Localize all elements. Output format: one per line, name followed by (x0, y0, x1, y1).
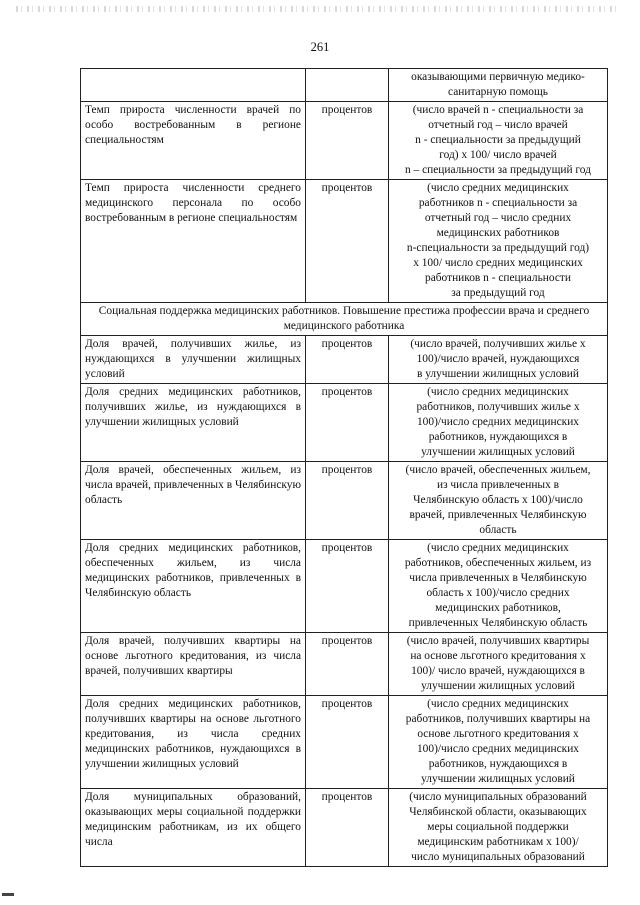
indicator-name: Темп прироста численности врачей по особо востребованным в регионе специальностям (81, 102, 306, 180)
continued-name-cell (81, 69, 306, 102)
formula-line: работников n - специальности за (418, 197, 578, 209)
table-row (81, 180, 608, 303)
formula-line: n - специальности за предыдущий (415, 134, 581, 146)
indicator-unit: процентов (306, 336, 389, 384)
indicator-unit: процентов (306, 462, 389, 540)
table-row (81, 696, 608, 789)
formula-line: Челябинской области, оказывающих (409, 806, 587, 818)
indicator-unit: процентов (306, 102, 389, 180)
formula-line: меры социальной поддержки (427, 821, 569, 833)
continued-formula-cell (389, 69, 608, 102)
table-row-continued (81, 69, 608, 102)
indicator-formula (389, 180, 608, 303)
formula-line: основе льготного кредитования x (417, 728, 579, 740)
formula-line: отчетный год – число врачей (428, 119, 568, 131)
formula-line: (число средних медицинских (427, 386, 569, 398)
indicator-formula (389, 633, 608, 696)
formula-line: за предыдущий год (451, 287, 545, 299)
indicator-formula (389, 462, 608, 540)
indicator-name: Доля врачей, обеспеченных жильем, из числа врачей, привлеченных в Челябинскую область (81, 462, 306, 540)
table-row (81, 633, 608, 696)
table-row (81, 384, 608, 462)
indicator-formula (389, 789, 608, 867)
formula-line: (число врачей n - специальности за (412, 104, 584, 116)
formula-line: (число средних медицинских (427, 542, 569, 554)
formula-line: 100)/число средних медицинских (416, 743, 579, 755)
formula-line: (число муниципальных образований (409, 791, 587, 803)
indicator-formula (389, 696, 608, 789)
indicator-unit: процентов (306, 633, 389, 696)
formula-line: санитарную помощь (448, 86, 548, 98)
table-row (81, 789, 608, 867)
indicator-formula (389, 102, 608, 180)
scan-header-noise (16, 6, 616, 12)
formula-line: область (479, 524, 517, 536)
formula-line: работников, получивших жилье x (416, 401, 580, 413)
formula-line: 100)/ число врачей, нуждающихся в (411, 665, 585, 677)
table-row (81, 102, 608, 180)
indicator-formula (389, 540, 608, 633)
indicator-unit: процентов (306, 789, 389, 867)
formula-line: x 100/ число средних медицинских (413, 257, 583, 269)
formula-line: работников, нуждающихся в (428, 758, 568, 770)
formula-line: отчетный год – число средних (424, 212, 572, 224)
formula-line: n-специальности за предыдущий год) (406, 242, 590, 254)
formula-line: улучшении жилищных условий (421, 446, 575, 458)
formula-line: год) x 100/ число врачей (439, 149, 557, 161)
formula-line: (число врачей, обеспеченных жильем, (405, 464, 591, 476)
indicator-name: Доля средних медицинских работников, обеспеченных жильем, из числа медицинских работников, привлеченных в Челябинскую область (81, 540, 306, 633)
section-header-row (81, 303, 608, 336)
formula-line: (число врачей, получивших квартиры (406, 635, 590, 647)
table-row (81, 462, 608, 540)
continued-unit-cell (306, 69, 389, 102)
formula-line: (число врачей, получивших жилье x (410, 338, 586, 350)
indicator-name: Темп прироста численности среднего медицинского персонала по особо востребованным в регионе специальностям (81, 180, 306, 303)
formula-line: 100)/число врачей, нуждающихся (416, 353, 580, 365)
formula-line: работников, нуждающихся в (428, 431, 568, 443)
formula-line: 100)/число средних медицинских (416, 416, 579, 428)
formula-line: работников, обеспеченных жильем, из (404, 557, 592, 569)
formula-line: n – специальности за предыдущий год (405, 164, 591, 176)
formula-line: Челябинскую область x 100)/число (413, 494, 583, 506)
indicator-name: Доля врачей, получивших жилье, из нуждающихся в улучшении жилищных условий (81, 336, 306, 384)
indicator-name: Доля средних медицинских работников, получивших квартиры на основе льготного кредитования, из числа средних медицинских работников, нуждающихся в улучшении жилищных условий (81, 696, 306, 789)
formula-line: улучшении жилищных условий (421, 773, 575, 785)
section-title: Социальная поддержка медицинских работников. Повышение престижа профессии врача и среднего медицинского работника (81, 303, 608, 336)
formula-line: на основе льготного кредитования x (410, 650, 586, 662)
formula-line: оказывающими первичную медико- (411, 71, 585, 83)
formula-line: число муниципальных образований (411, 851, 585, 863)
formula-line: медицинским работникам x 100)/ (417, 836, 579, 848)
indicator-name: Доля врачей, получивших квартиры на основе льготного кредитования, из числа врачей, получивших квартиры (81, 633, 306, 696)
formula-line: из числа привлеченных в (436, 479, 560, 491)
formula-line: работников, получивших квартиры на (405, 713, 591, 725)
table-row (81, 540, 608, 633)
formula-line: в улучшении жилищных условий (417, 368, 579, 380)
indicator-unit: процентов (306, 384, 389, 462)
page-number: 261 (310, 40, 330, 54)
formula-line: медицинских работников, (435, 602, 561, 614)
indicator-formula (389, 384, 608, 462)
formula-line: область x 100)/число средних (426, 587, 570, 599)
table-row (81, 336, 608, 384)
indicators-table (80, 68, 608, 867)
indicator-name: Доля муниципальных образований, оказывающих меры социальной поддержки медицинским работникам, из их общего числа (81, 789, 306, 867)
formula-line: врачей, привлеченных Челябинскую (409, 509, 587, 521)
indicator-unit: процентов (306, 180, 389, 303)
indicator-formula (389, 336, 608, 384)
indicator-unit: процентов (306, 696, 389, 789)
indicator-unit: процентов (306, 540, 389, 633)
formula-line: числа привлеченных в Челябинскую (409, 572, 587, 584)
formula-line: работников n - специальности (425, 272, 571, 284)
formula-line: (число средних медицинских (427, 182, 569, 194)
formula-line: привлеченных Челябинскую область (408, 617, 588, 629)
formula-line: (число средних медицинских (427, 698, 569, 710)
formula-line: медицинских работников (436, 227, 560, 239)
scan-edge-mark (2, 893, 14, 896)
indicator-name: Доля средних медицинских работников, получивших жилье, из нуждающихся в улучшении жилищных условий (81, 384, 306, 462)
formula-line: улучшении жилищных условий (421, 680, 575, 692)
